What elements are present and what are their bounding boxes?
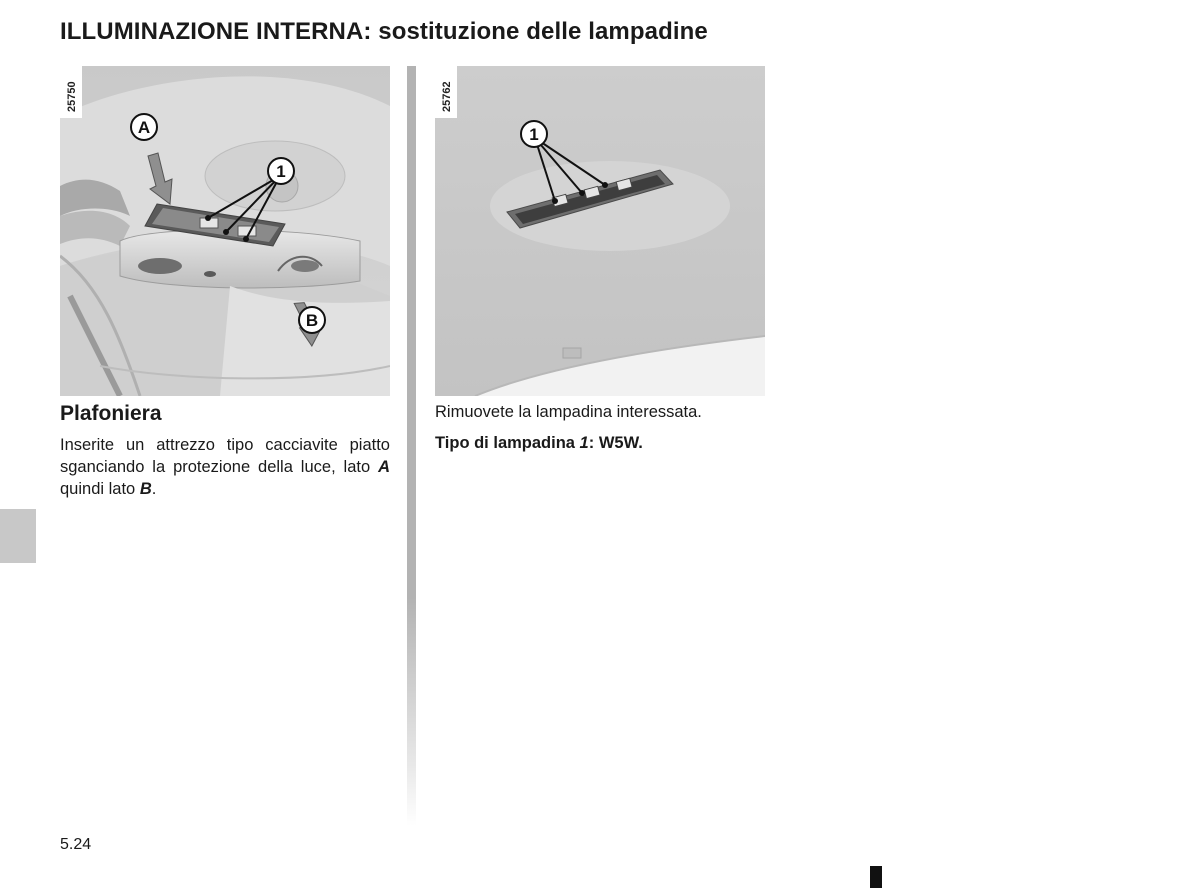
- label-b: B: [139, 480, 152, 498]
- svg-text:1: 1: [529, 125, 539, 144]
- svg-text:A: A: [137, 118, 151, 137]
- section-heading-plafoniera: Plafoniera: [60, 402, 162, 425]
- callout-b: [299, 307, 325, 333]
- callout-1: [268, 158, 294, 184]
- print-mark: [870, 866, 882, 888]
- svg-text:1: 1: [276, 162, 286, 181]
- callout-a: [131, 114, 157, 140]
- instruction-text: Inserite un attrezzo tipo cacciavite piatto sganciando la protezione della luce, lato A quindi lato B.: [60, 436, 390, 498]
- figure-lamp-bulbs: [435, 66, 765, 396]
- figure-ceiling-light-console: [60, 66, 390, 396]
- label-a: A: [378, 458, 390, 476]
- right-column-text: [435, 401, 775, 454]
- figure-id-25762: 25762: [441, 81, 453, 112]
- page-title: ILLUMINAZIONE INTERNA: sostituzione delle lampadine: [60, 18, 708, 45]
- svg-text:B: B: [305, 311, 319, 330]
- callout-1: [521, 121, 547, 147]
- chapter-tab: [0, 509, 36, 563]
- remove-bulb-text: Rimuovete la lampadina interessata.: [435, 403, 702, 421]
- column-divider: [407, 66, 416, 826]
- bulb-type-text: Tipo di lampadina 1: W5W.: [435, 434, 643, 452]
- figure-id-25750: 25750: [66, 81, 78, 112]
- page-number: 5.24: [60, 836, 92, 853]
